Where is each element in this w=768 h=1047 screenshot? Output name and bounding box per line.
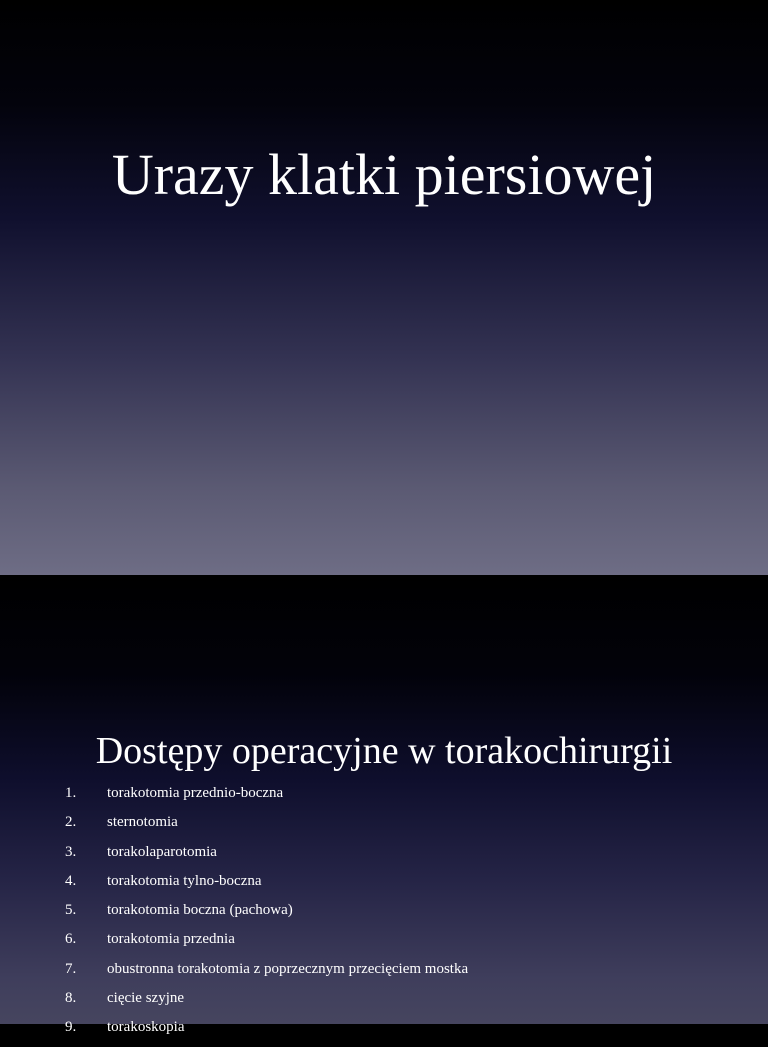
list-item-number: 4. — [65, 872, 77, 889]
list-item-text: torakotomia tylno-boczna — [107, 872, 262, 889]
list-item-number: 3. — [65, 843, 77, 860]
list-item-text: cięcie szyjne — [107, 990, 185, 1007]
list-item — [0, 1017, 768, 1046]
list-item-number: 2. — [65, 814, 77, 831]
list-item — [0, 783, 768, 812]
slide-heading: Dostępy operacyjne w torakochirurgii — [95, 730, 673, 772]
slide-surgical-approaches — [0, 575, 768, 1036]
list-item-text: torakotomia przednio-boczna — [107, 785, 284, 801]
list-item-text: obustronna torakotomia z poprzecznym przecięciem mostka — [107, 960, 469, 977]
list-item-number: 7. — [65, 960, 77, 977]
list-item — [0, 871, 768, 900]
list-item-number: 6. — [65, 931, 77, 948]
list-item-text: torakolaparotomia — [107, 843, 217, 860]
list-item — [0, 842, 768, 871]
list-item-text: torakotomia boczna (pachowa) — [107, 902, 293, 919]
list-item-number: 5. — [65, 902, 77, 919]
list-item-number: 8. — [65, 990, 77, 1007]
list-item-text: torakotomia przednia — [107, 931, 235, 948]
list-item — [0, 988, 768, 1017]
list-item-number: 1. — [65, 785, 77, 801]
list-item — [0, 929, 768, 958]
approaches-list — [0, 783, 768, 1047]
list-item — [0, 959, 768, 988]
list-item-text: torakoskopia — [107, 1019, 185, 1036]
list-item-number: 9. — [65, 1019, 77, 1036]
slide-title: Urazy klatki piersiowej — [111, 142, 657, 207]
list-item-text: sternotomia — [107, 814, 178, 831]
list-item — [0, 900, 768, 929]
list-item — [0, 812, 768, 841]
